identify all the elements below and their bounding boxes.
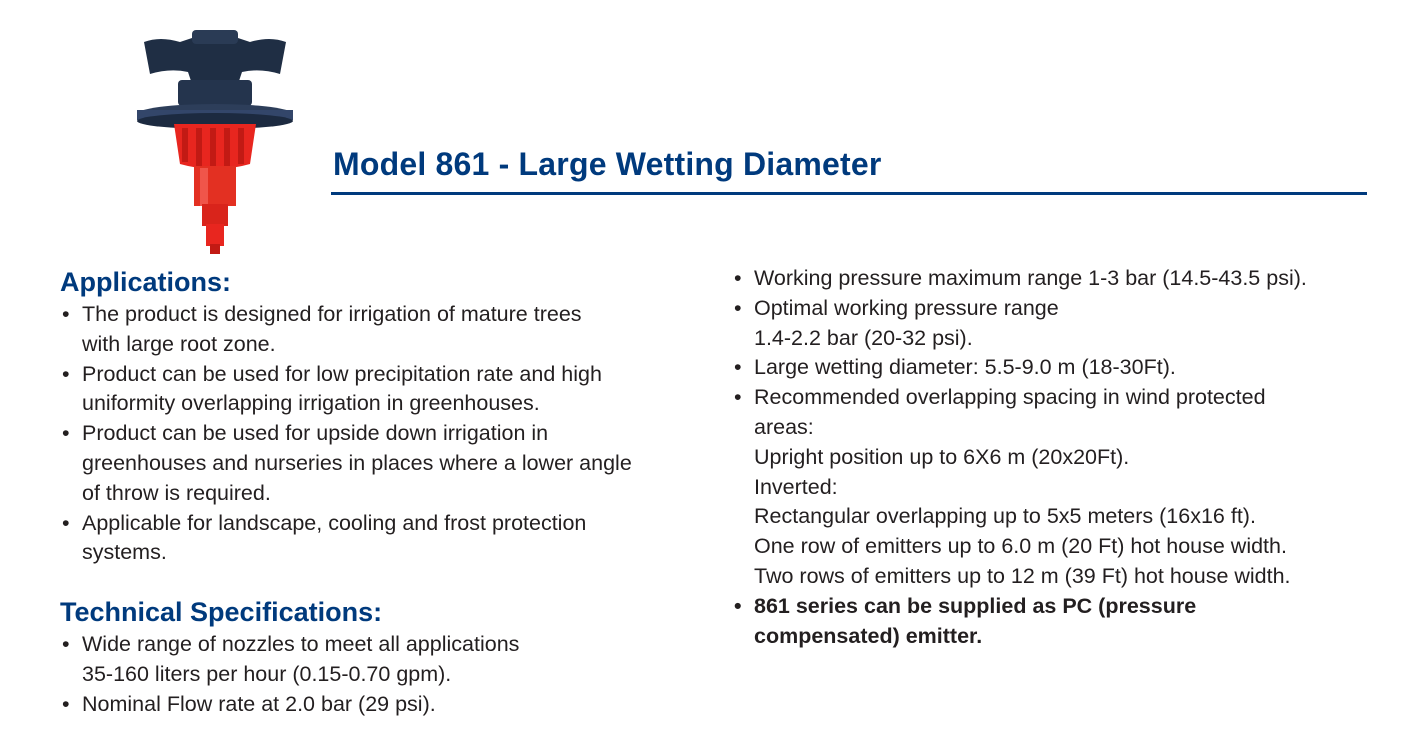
bullet-icon: • xyxy=(62,302,70,326)
bullet-icon: • xyxy=(734,355,742,380)
technical-specifications-heading: Technical Specifications: xyxy=(60,597,383,628)
list-item: • The product is designed for irrigation of mature trees with large root zone. xyxy=(62,302,582,356)
bullet-icon: • xyxy=(734,385,742,410)
bullet-icon: • xyxy=(62,510,70,535)
emitter-product-image xyxy=(130,28,300,258)
title-underline xyxy=(331,192,1367,195)
right-column xyxy=(732,264,1392,651)
bullet-icon: • xyxy=(62,361,70,386)
list-item: • Product can be used for upside down irrigation in greenhouses and nurseries in places where a lower angle of throw is required. xyxy=(62,421,632,505)
list-item: • Wide range of nozzles to meet all applications 35-160 liters per hour (0.15-0.70 gpm). xyxy=(62,632,520,686)
left-column xyxy=(60,264,720,720)
bullet-icon: • xyxy=(62,632,70,657)
list-item: • Recommended overlapping spacing in wind protected areas: Upright position up to 6X6 m (20x20Ft). Inverted: Rectangular overlapping up to 5x5 meters (16x16 ft). One row of emitters up to 6.0 m (20 Ft) hot house width. Two rows of emitters up to 12 m (39 Ft) hot house width. xyxy=(734,385,1291,588)
applications-heading: Applications: xyxy=(60,267,232,297)
technical-specifications-list xyxy=(60,630,720,719)
specifications-continued-list xyxy=(732,264,1392,651)
applications-list xyxy=(60,300,720,568)
bullet-icon: • xyxy=(734,295,742,320)
bullet-icon: • xyxy=(62,421,70,446)
bullet-icon: • xyxy=(734,266,742,290)
list-item: • Large wetting diameter: 5.5-9.0 m (18-30Ft). xyxy=(732,353,1392,383)
list-item-pc-note: • 861 series can be supplied as PC (pressure compensated) emitter. xyxy=(734,593,1197,648)
list-item: • Nominal Flow rate at 2.0 bar (29 psi). xyxy=(60,690,720,720)
page-title: Model 861 - Large Wetting Diameter xyxy=(333,146,882,182)
list-item: • Applicable for landscape, cooling and frost protection systems. xyxy=(62,510,587,565)
bullet-icon: • xyxy=(734,593,742,618)
list-item: • Product can be used for low precipitation rate and high uniformity overlapping irrigation in greenhouses. xyxy=(62,361,602,416)
bullet-icon: • xyxy=(62,691,70,716)
list-item: • Optimal working pressure range 1.4-2.2 bar (20-32 psi). xyxy=(734,295,1059,350)
list-item: • Working pressure maximum range 1-3 bar (14.5-43.5 psi). xyxy=(732,264,1392,294)
